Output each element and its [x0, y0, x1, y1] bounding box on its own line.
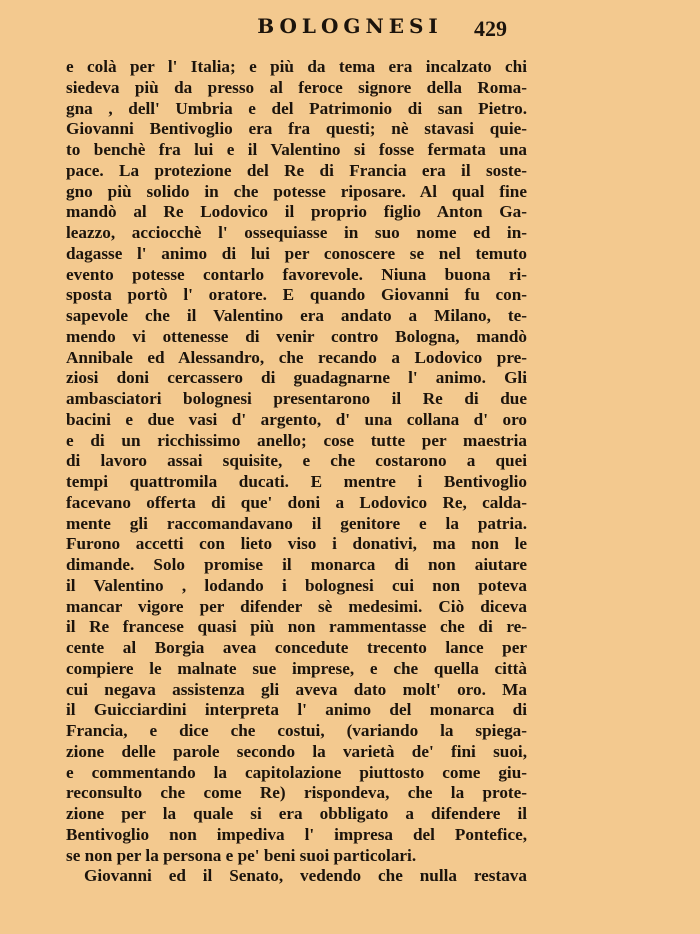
text-line: ambasciatori bolognesi presentarono il Re di due [66, 389, 527, 408]
text-line: zione delle parole secondo la varietà de' fini suoi, [66, 741, 527, 761]
text-line: il Re francese quasi più non rammentasse che di re- [66, 617, 527, 637]
text-line: tempi quattromila ducati. E mentre i Bentivoglio [66, 472, 527, 491]
text-line: gna , dell' Umbria e del Patrimonio di san Pietro. [66, 98, 527, 118]
body-text [66, 57, 527, 887]
text-line: ziosi doni cercassero di guadagnarne l' animo. Gli [66, 368, 527, 388]
text-line: il Guicciardini interpreta l' animo del monarca di [66, 700, 527, 720]
text-line: mendo vi ottenesse di venir contro Bologna, mandò [66, 326, 527, 346]
text-line: reconsulto che come Re) rispondeva, che la prote- [66, 783, 527, 803]
text-line: mancar vigore per difender sè medesimi. Ciò diceva [66, 596, 527, 616]
text-line: e di un ricchissimo anello; cose tutte per maestria [66, 430, 527, 450]
text-line: mandò al Re Lodovico il proprio figlio Anton Ga- [66, 202, 527, 222]
text-line: Bentivoglio non impediva l' impresa del Pontefice, [66, 824, 527, 844]
text-line: mente gli raccomandavano il genitore e la patria. [66, 513, 527, 533]
text-line: compiere le malnate sue imprese, e che quella città [66, 658, 527, 678]
text-line: dagasse l' animo di lui per conoscere se nel temuto [66, 243, 527, 263]
text-line: se non per la persona e pe' beni suoi particolari. [66, 845, 417, 865]
text-line: il Valentino , lodando i bolognesi cui non poteva [66, 575, 527, 595]
text-line: Furono accetti con lieto viso i donativi, ma non le [66, 534, 527, 554]
text-line: to benchè fra lui e il Valentino si fosse fermata una [66, 140, 527, 159]
text-line: sapevole che il Valentino era andato a Milano, te- [66, 306, 527, 325]
text-line: Annibale ed Alessandro, che recando a Lodovico pre- [66, 347, 527, 367]
text-line: cente al Borgia avea concedute trecento lance per [66, 638, 527, 657]
text-line: dimande. Solo promise il monarca di non aiutare [66, 555, 527, 574]
page-number: 429 [474, 16, 507, 41]
text-line: evento potesse contarlo favorevole. Niuna buona ri- [66, 264, 527, 284]
text-line: siedeva più da presso al feroce signore della Roma- [66, 77, 527, 97]
text-line: di lavoro assai squisite, e che costarono a quei [66, 451, 527, 471]
text-line: zione per la quale si era obbligato a difendere il [66, 804, 527, 823]
text-line: sposta portò l' oratore. E quando Giovanni fu con- [66, 285, 527, 305]
text-line: leazzo, acciocchè l' ossequiasse in suo nome ed in- [66, 223, 527, 242]
text-line: e colà per l' Italia; e più da tema era incalzato chi [66, 57, 527, 76]
text-line: bacini e due vasi d' argento, d' una collana d' oro [66, 409, 527, 429]
text-line: cui negava assistenza gli aveva dato molt' oro. Ma [66, 679, 527, 699]
text-line: gno più solido in che potesse riposare. Al qual fine [66, 181, 527, 201]
text-line: Giovanni Bentivoglio era fra questi; nè stavasi quie- [66, 119, 527, 139]
text-line: pace. La protezione del Re di Francia era il soste- [66, 160, 527, 180]
text-line: Francia, e dice che costui, (variando la spiega- [66, 721, 527, 740]
text-line: e commentando la capitolazione piuttosto come giu- [66, 762, 527, 782]
running-title: BOLOGNESI [257, 14, 443, 38]
text-line: Giovanni ed il Senato, vedendo che nulla restava [84, 866, 527, 886]
text-line: facevano offerta di que' doni a Lodovico Re, calda- [66, 492, 527, 512]
